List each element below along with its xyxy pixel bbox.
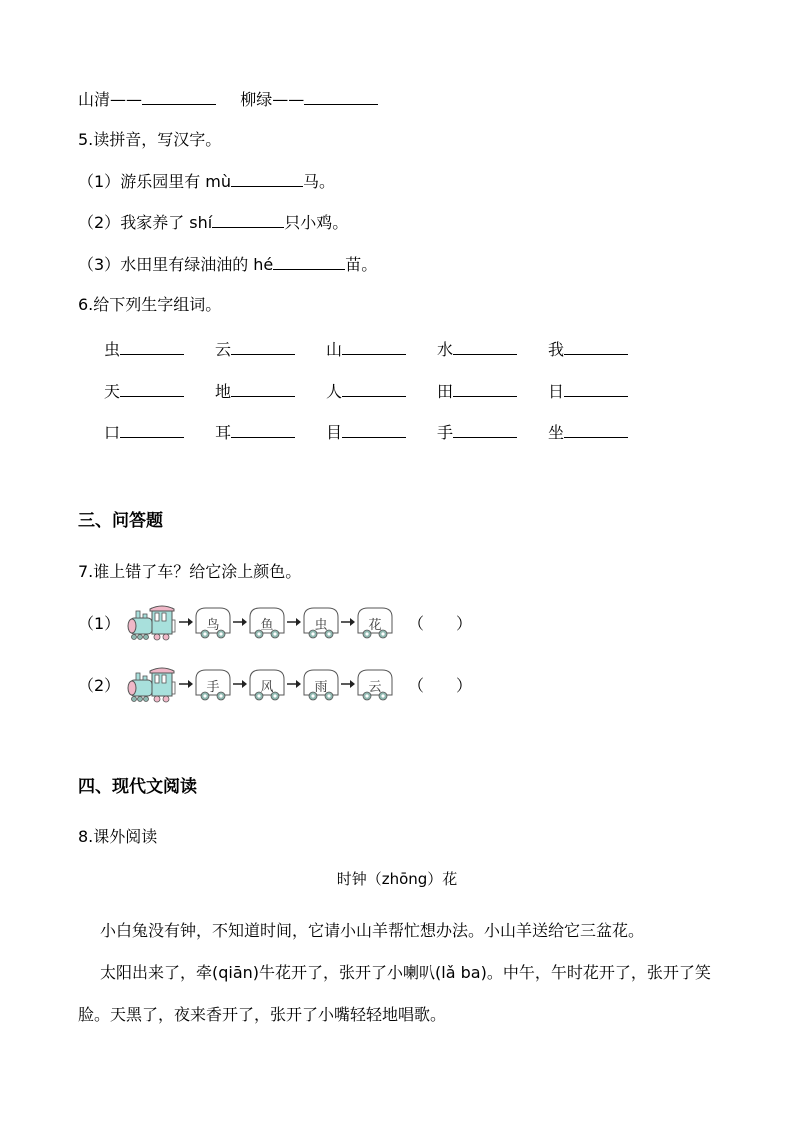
word-grid-cell: [215, 379, 326, 402]
word-grid-cell: [326, 420, 437, 443]
character: 我: [548, 340, 565, 359]
answer-blank[interactable]: [564, 380, 628, 397]
car-character: 云: [368, 680, 382, 695]
item-number: （2）: [78, 213, 121, 232]
word-grid-cell: [215, 420, 326, 443]
q5-item-3: [78, 253, 377, 276]
answer-blank[interactable]: [231, 380, 295, 397]
fill-pair-line: [78, 88, 378, 111]
story-title: 时钟（zhōng）花: [336, 870, 458, 888]
character: 坐: [548, 423, 565, 442]
train-car[interactable]: [356, 667, 394, 701]
answer-blank[interactable]: [120, 421, 184, 438]
car-character: 风: [260, 680, 274, 695]
car-character: 虫: [314, 618, 328, 633]
item-text-after: 苗。: [345, 255, 378, 274]
train-question-2: [78, 662, 472, 706]
word-grid-row: [104, 337, 659, 360]
pair-right-label: 柳绿——: [240, 90, 305, 109]
train-car[interactable]: [356, 605, 394, 639]
item-number: （2）: [78, 675, 121, 695]
q7-title: 7.谁上错了车？给它涂上颜色。: [78, 562, 302, 581]
locomotive-icon: [124, 602, 178, 642]
train-question-1: [78, 600, 472, 644]
word-grid-cell: [548, 420, 659, 443]
answer-blank[interactable]: [564, 338, 628, 355]
answer-blank[interactable]: [342, 338, 406, 355]
word-grid-cell: [215, 337, 326, 360]
story-paragraph-1: 小白兔没有钟，不知道时间，它请小山羊帮忙想办法。小山羊送给它三盆花。: [100, 921, 645, 940]
pair-left-label: 山清——: [78, 90, 143, 109]
character: 日: [548, 382, 565, 401]
arrow-right-icon: [287, 679, 301, 689]
answer-blank[interactable]: [231, 338, 295, 355]
train-car[interactable]: [194, 667, 232, 701]
character: 水: [437, 340, 454, 359]
section-4-heading: 四、现代文阅读: [78, 777, 197, 797]
character: 人: [326, 382, 343, 401]
word-grid-cell: [104, 379, 215, 402]
pair-left-blank[interactable]: [142, 88, 216, 105]
answer-blank[interactable]: [453, 380, 517, 397]
character: 目: [326, 423, 343, 442]
word-grid-cell: [437, 379, 548, 402]
item-text-after: 只小鸡。: [284, 213, 349, 232]
item-text-before: 水田里有绿油油的 hé: [120, 255, 274, 274]
word-grid-row: [104, 420, 659, 443]
car-character: 雨: [314, 680, 328, 695]
q5-title: 5.读拼音，写汉字。: [78, 130, 222, 149]
word-grid-cell: [548, 379, 659, 402]
character: 耳: [215, 423, 232, 442]
word-grid-cell: [548, 337, 659, 360]
train-car[interactable]: [302, 605, 340, 639]
answer-blank[interactable]: [231, 170, 303, 187]
answer-blank[interactable]: [564, 421, 628, 438]
character: 山: [326, 340, 343, 359]
arrow-right-icon: [341, 679, 355, 689]
train-car[interactable]: [248, 605, 286, 639]
word-grid-cell: [326, 379, 437, 402]
answer-blank[interactable]: [273, 253, 345, 270]
character: 云: [215, 340, 232, 359]
character: 天: [104, 382, 121, 401]
item-text-before: 我家养了 shí: [120, 213, 213, 232]
car-character: 鱼: [260, 618, 274, 633]
car-character: 鸟: [206, 618, 220, 633]
locomotive-icon: [124, 664, 178, 704]
q6-title: 6.给下列生字组词。: [78, 295, 222, 314]
item-number: （3）: [78, 255, 121, 274]
answer-blank[interactable]: [212, 211, 284, 228]
answer-blank[interactable]: [453, 338, 517, 355]
answer-blank[interactable]: [231, 421, 295, 438]
arrow-right-icon: [287, 617, 301, 627]
character: 口: [104, 423, 121, 442]
answer-blank[interactable]: [342, 421, 406, 438]
answer-blank[interactable]: [120, 338, 184, 355]
section-3-heading: 三、问答题: [78, 511, 163, 531]
arrow-right-icon: [233, 617, 247, 627]
car-character: 花: [368, 618, 382, 633]
item-number: （1）: [78, 613, 121, 633]
item-text-after: 马。: [303, 172, 336, 191]
train-car[interactable]: [194, 605, 232, 639]
answer-blank[interactable]: [453, 421, 517, 438]
character: 手: [437, 423, 454, 442]
word-grid-cell: [437, 337, 548, 360]
word-grid-cell: [326, 337, 437, 360]
word-grid-cell: [104, 337, 215, 360]
answer-box[interactable]: （ ）: [408, 613, 473, 633]
character: 地: [215, 382, 232, 401]
item-text-before: 游乐园里有 mù: [120, 172, 232, 191]
answer-blank[interactable]: [120, 380, 184, 397]
item-number: （1）: [78, 172, 121, 191]
train-car[interactable]: [248, 667, 286, 701]
q5-item-2: [78, 211, 348, 234]
train-car[interactable]: [302, 667, 340, 701]
car-character: 手: [206, 680, 220, 695]
word-grid-cell: [104, 420, 215, 443]
character: 田: [437, 382, 454, 401]
arrow-right-icon: [233, 679, 247, 689]
arrow-right-icon: [341, 617, 355, 627]
story-paragraph-2: 太阳出来了，牵(qiān)牛花开了，张开了小喇叭(lǎ ba)。中午，午时花开了，张开了笑脸。天黑了，夜来香开了，张开了小嘴轻轻地唱歌。: [78, 963, 711, 1024]
q5-item-1: [78, 170, 335, 193]
word-grid-cell: [437, 420, 548, 443]
answer-blank[interactable]: [342, 380, 406, 397]
word-grid-row: [104, 379, 659, 402]
answer-box[interactable]: （ ）: [408, 675, 473, 695]
arrow-right-icon: [179, 679, 193, 689]
pair-right-blank[interactable]: [304, 88, 378, 105]
arrow-right-icon: [179, 617, 193, 627]
q8-title: 8.课外阅读: [78, 827, 158, 846]
character: 虫: [104, 340, 121, 359]
